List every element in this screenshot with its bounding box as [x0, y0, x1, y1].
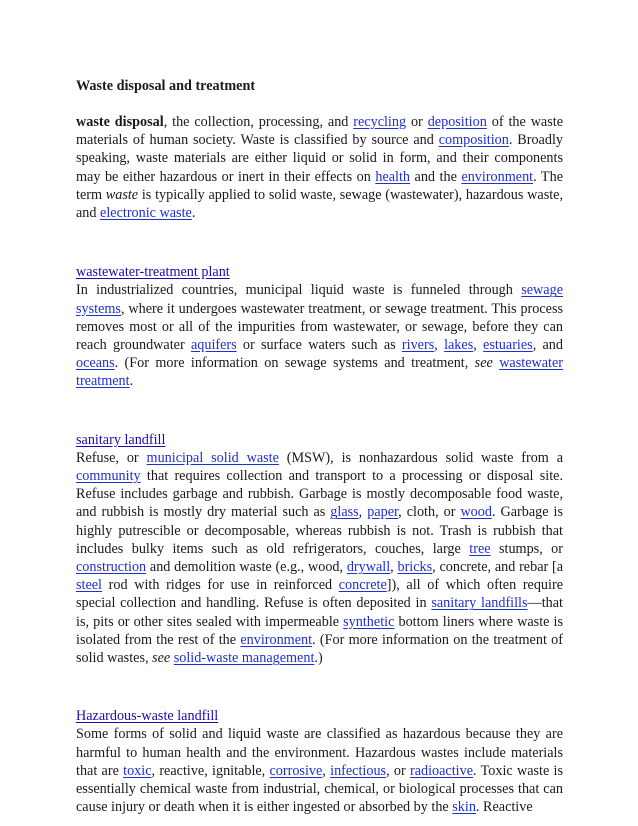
heading-sanitary-landfill[interactable]: sanitary landfill: [76, 431, 166, 448]
link-electronic-waste[interactable]: electronic waste: [100, 205, 192, 222]
link-health[interactable]: health: [375, 168, 411, 185]
link-synthetic[interactable]: synthetic: [343, 613, 395, 630]
link-toxic[interactable]: toxic: [123, 762, 152, 779]
link-skin[interactable]: skin: [452, 799, 476, 816]
link-bricks[interactable]: bricks: [397, 559, 433, 576]
link-concrete[interactable]: concrete: [338, 577, 387, 594]
link-infectious[interactable]: infectious: [330, 762, 387, 779]
link-construction[interactable]: construction: [76, 559, 147, 576]
intro-paragraph: waste disposal, the collection, processing, and recycling or deposition of the waste materials of human society. Waste is classified by source and composition. Broadly speaking, waste materials are either liquid or solid in form, and their components may be either hazardous or inert in their effects on health and the environment. The term waste is typically applied to solid waste, sewage (wastewater), hazardous waste, and electronic waste.: [76, 114, 563, 222]
document-page: [76, 77, 563, 817]
document-title: Waste disposal and treatment: [76, 78, 256, 94]
link-corrosive[interactable]: corrosive: [269, 762, 323, 779]
heading-hazardous-waste-landfill[interactable]: Hazardous-waste landfill: [76, 708, 219, 725]
link-glass[interactable]: glass: [330, 504, 359, 521]
link-composition[interactable]: composition: [438, 132, 509, 149]
link-environment[interactable]: environment: [461, 168, 534, 185]
link-tree[interactable]: tree: [469, 540, 491, 557]
section-hazardous: [76, 707, 563, 816]
link-steel[interactable]: steel: [76, 577, 102, 594]
wastewater-paragraph: In industrialized countries, municipal liquid waste is funneled through sewage systems, where it undergoes wastewater treatment, or sewage treatment. This process removes most or all of the impurities from wastewater, or sewage, before they can reach groundwater aquifers or surface waters such as rivers, lakes, estuaries, and oceans. (For more information on sewage systems and treatment, see wastewater treatment.: [76, 282, 563, 390]
link-sewage-systems[interactable]: sewage systems: [76, 282, 563, 317]
link-radioactive[interactable]: radioactive: [409, 762, 474, 779]
heading-wastewater-treatment-plant[interactable]: wastewater-treatment plant: [76, 264, 230, 281]
link-environment-2[interactable]: environment: [240, 631, 313, 648]
section-wastewater: [76, 263, 563, 390]
link-wastewater-treatment[interactable]: wastewater treatment: [76, 355, 563, 390]
hazardous-paragraph: Some forms of solid and liquid waste are classified as hazardous because they are harmful to human health and the environment. Hazardous wastes include materials that are toxic, reactive, ignitable, corrosive, infectious, or radioactive. Toxic waste is essentially chemical waste from industrial, chemical, or biological processes that can cause injury or death when it is either ingested or absorbed by the skin. Reactive: [76, 726, 563, 816]
link-drywall[interactable]: drywall: [346, 559, 391, 576]
link-paper[interactable]: paper: [367, 504, 399, 521]
term-waste-disposal: waste disposal: [76, 114, 164, 130]
link-community[interactable]: community: [76, 468, 141, 485]
link-rivers[interactable]: rivers: [401, 337, 435, 354]
landfill-paragraph: Refuse, or municipal solid waste (MSW), is nonhazardous solid waste from a community that requires collection and transport to a processing or disposal site. Refuse includes garbage and rubbish. Garbage is mostly decomposable food waste, and rubbish is mostly dry material such as glass, paper, cloth, or wood. Garbage is highly putrescible or decomposable, whereas rubbish is not. Trash is rubbish that includes bulky items such as old refrigerators, couches, large tree stumps, or construction and demolition waste (e.g., wood, drywall, bricks, concrete, and rebar [a steel rod with ridges for use in reinforced concrete]), all of which often require special collection and handling. Refuse is often deposited in sanitary landfills—that is, pits or other sites sealed with impermeable synthetic bottom liners where waste is isolated from the rest of the environment. (For more information on the treatment of solid wastes, see solid-waste management.): [76, 449, 564, 667]
link-sanitary-landfills[interactable]: sanitary landfills: [431, 595, 528, 612]
link-solid-waste-management[interactable]: solid-waste management: [173, 650, 315, 667]
link-oceans[interactable]: oceans: [76, 355, 115, 372]
link-lakes[interactable]: lakes: [444, 337, 474, 354]
link-municipal-solid-waste[interactable]: municipal solid waste: [146, 449, 279, 466]
link-recycling[interactable]: recycling: [353, 114, 407, 130]
link-wood[interactable]: wood: [460, 504, 492, 521]
section-landfill: [76, 431, 563, 668]
link-aquifers[interactable]: aquifers: [190, 337, 237, 354]
link-estuaries[interactable]: estuaries: [483, 337, 533, 354]
link-deposition[interactable]: deposition: [427, 114, 487, 130]
